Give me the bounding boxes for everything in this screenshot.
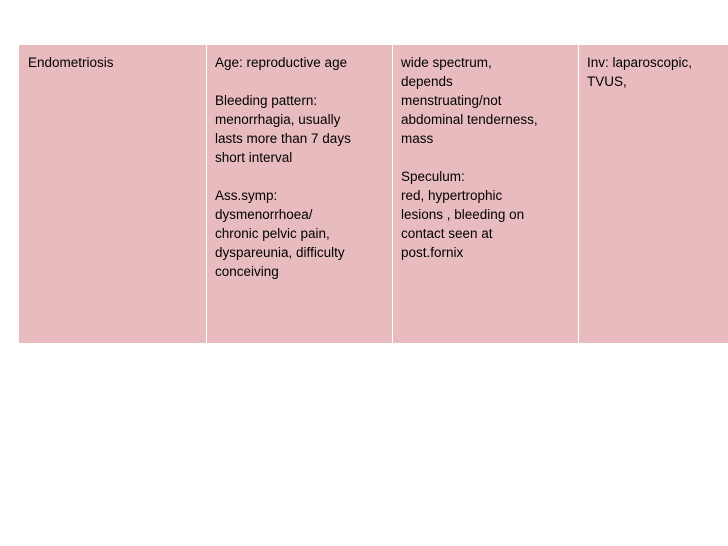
table-row (19, 45, 728, 344)
examination-cell (393, 45, 579, 344)
examination-text: wide spectrum, depends menstruating/not abdominal tenderness, mass Speculum: red, hypertrophic lesions , bleeding on contact seen at post.fornix (401, 55, 538, 260)
condition-label: Endometriosis (28, 55, 114, 70)
diagnosis-table (18, 44, 728, 344)
condition-cell (19, 45, 207, 344)
investigation-text: Inv: laparoscopic, TVUS, (587, 55, 693, 89)
history-cell (207, 45, 393, 344)
history-text: Age: reproductive age Bleeding pattern: menorrhagia, usually lasts more than 7 days short interval Ass.symp: dysmenorrhoea/ chronic pelvic pain, dyspareunia, difficulty conceiving (215, 55, 351, 279)
investigation-cell (579, 45, 728, 344)
